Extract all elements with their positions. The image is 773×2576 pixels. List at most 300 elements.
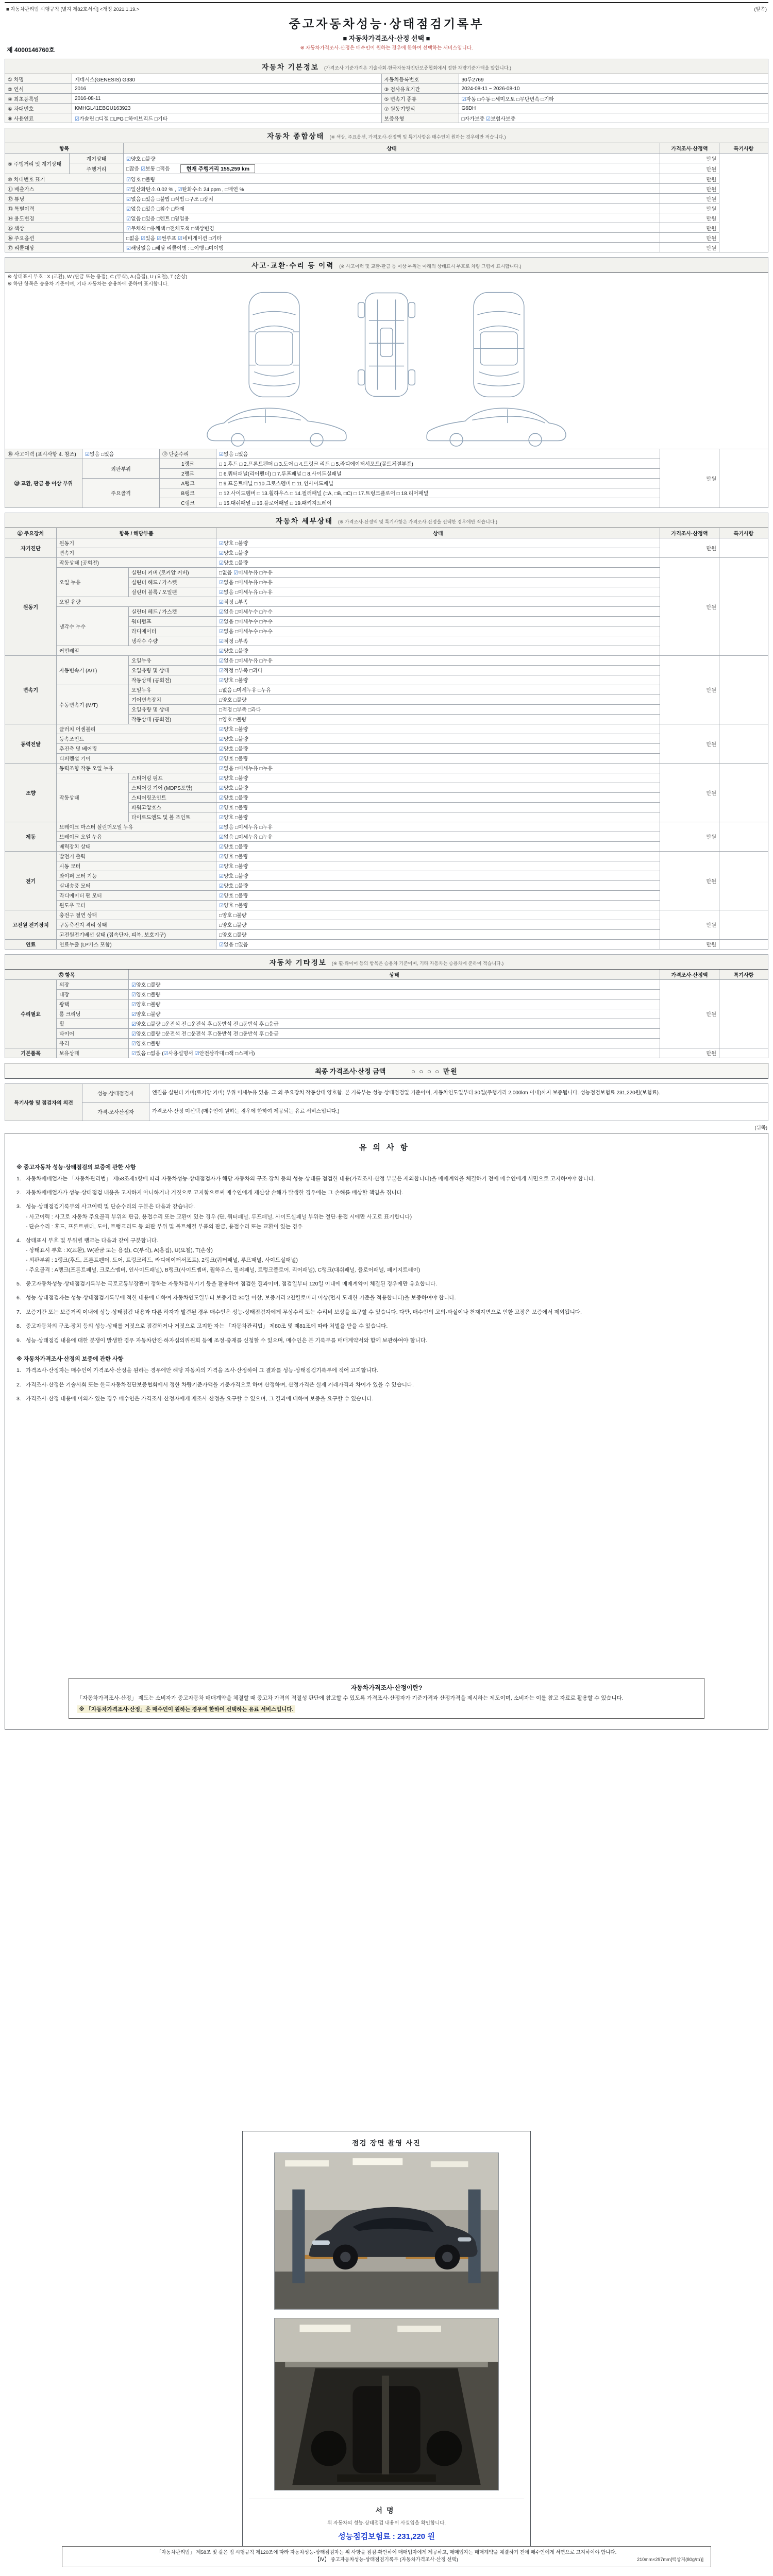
price-cell: 만원 — [660, 213, 719, 223]
basic-info-row — [5, 104, 768, 113]
accident-history-table — [5, 257, 768, 508]
basic-info-body — [5, 74, 768, 123]
detail-condition-row — [5, 734, 768, 743]
state-cell[interactable] — [124, 194, 660, 204]
state-checkboxes[interactable]: ☑양호 □불량 — [129, 1038, 660, 1048]
overall-condition-row — [5, 233, 768, 243]
state-checkboxes[interactable]: ☑없음 □미세누유 □누유 — [216, 832, 660, 841]
state-checkboxes[interactable]: ☑양호 □불량 — [216, 773, 660, 783]
component-label: 냉각수 수량 — [129, 636, 216, 646]
field-value[interactable]: 2024-08-11 ~ 2026-08-10 — [459, 84, 768, 94]
device-group-label: 동력전달 — [5, 724, 57, 763]
paper-size-label: 210mm×297mm[백상지(80g/㎡)] — [637, 2557, 703, 2563]
car-side-view-right-diagram — [415, 401, 579, 447]
price-cell: 만원 — [660, 204, 719, 213]
current-mileage-box: 현재 주행거리 155,259 km — [180, 164, 255, 173]
detail-condition-row — [5, 548, 768, 557]
document-number: 제 4000146760호 — [7, 46, 55, 54]
form-reference: ■ 자동차관리법 시행규칙 [별지 제82호서식] <개정 2021.1.19.> — [6, 7, 140, 12]
detail-condition-row — [5, 763, 768, 773]
basic-info-row — [5, 94, 768, 104]
state-checkboxes[interactable]: ☑양호 □불량 — [216, 792, 660, 802]
state-checkboxes[interactable]: ☑양호 □불량 — [129, 1009, 660, 1019]
opinion-row — [5, 1083, 768, 1102]
notice-text: 가격조사·산정 내용에 이의가 있는 경우 매수인은 가격조사·산정자에게 재조사·산정을 요구할 수 있으며, 그 결과에 대하여 보증을 요구할 수 있습니다. — [26, 1396, 374, 1402]
state-checkboxes: ☑양호 □불량 — [126, 156, 156, 162]
item-label: 광택 — [57, 999, 129, 1009]
component-label: 파워고압호스 — [129, 802, 216, 812]
item-label: ⑨ 주행거리 및 계기상태 — [5, 154, 70, 174]
price-cell: 만원 — [660, 979, 719, 1048]
section-accident-history — [5, 257, 768, 508]
document-footer — [62, 2546, 711, 2567]
sub-item-label: 계기상태 — [70, 154, 124, 163]
price-cell: 만원 — [660, 243, 719, 252]
panel-checkboxes[interactable]: □ 6.쿼터패널(리어펜더) □ 7.루프패널 □ 8.사이드실패널 — [216, 468, 660, 478]
state-checkboxes[interactable]: ☑없음 □미세누유 □누유 — [216, 655, 660, 665]
opinion-text: 가격조사·산정 미선택 (매수인이 원하는 경우에 한하여 제공되는 유료 서비스입니다.) — [149, 1102, 768, 1121]
diagram-notes — [8, 274, 765, 289]
state-cell[interactable] — [124, 163, 660, 174]
other-info-row — [5, 1028, 768, 1038]
item-label: 고전원전기배선 상태 (접속단자, 피복, 보호기구) — [57, 929, 216, 939]
state-checkboxes[interactable]: ☑적정 □부족 — [216, 636, 660, 646]
field-label: ② 연식 — [5, 84, 72, 94]
rank-label: B랭크 — [160, 488, 216, 498]
basic-info-row — [5, 74, 768, 84]
section-inspector-opinion — [5, 1083, 768, 1121]
item-label: 오일 유량 — [57, 597, 216, 606]
price-cell: 만원 — [660, 194, 719, 204]
panel-checkboxes[interactable]: □ 9.프론트패널 □ 10.크로스멤버 □ 11.인사이드패널 — [216, 478, 660, 488]
state-checkboxes[interactable]: ☑양호 □불량 □운전석 전 □운전석 후 □동반석 전 □동반석 후 □응급 — [129, 1019, 660, 1028]
state-checkboxes[interactable]: ☑양호 □불량 — [216, 743, 660, 753]
notice-number: 1. — [16, 1175, 21, 1182]
car-side-view-left-diagram — [194, 401, 358, 447]
detail-condition-row — [5, 841, 768, 851]
state-checkboxes: ☑양호 □불량 — [126, 177, 156, 183]
item-label: 구동축전지 격리 상태 — [57, 920, 216, 929]
document-page — [5, 2, 768, 2574]
detail-condition-row — [5, 871, 768, 880]
opinion-author: 가격·조사산정자 — [82, 1102, 149, 1121]
state-checkboxes[interactable]: □양호 □불량 — [216, 929, 660, 939]
state-checkboxes[interactable]: ☑양호 □불량 — [216, 880, 660, 890]
state-checkboxes[interactable]: □양호 □불량 — [216, 694, 660, 704]
diagram-side-row — [8, 401, 765, 447]
component-label: 워터펌프 — [129, 616, 216, 626]
state-checkboxes[interactable]: ☑양호 □불량 — [216, 851, 660, 861]
rank-label: C랭크 — [160, 498, 216, 507]
other-body — [5, 979, 768, 1058]
state-checkboxes: ☑없음 □있음 □불법 □적법 □구조 □장치 — [126, 196, 213, 202]
state-cell[interactable] — [124, 243, 660, 252]
price-cell: 만원 — [660, 223, 719, 233]
item-label: 변속기 — [57, 548, 216, 557]
field-value[interactable]: ☑가솔린 □디젤 □LPG □하이브리드 □기타 — [72, 113, 382, 123]
state-checkboxes[interactable]: □양호 □불량 — [216, 714, 660, 724]
footer-form-name: 【Ⅳ】 중고자동차성능·상태점검기록부 (자동차가격조사·산정 선택) 210mm×297mm[백상지(80g/㎡)] — [315, 2557, 703, 2563]
component-label: 실린더 헤드 / 가스켓 — [129, 577, 216, 587]
state-checkboxes: □없음 ☑있음 ☑썬루프 ☑네비게이션 □기타 — [126, 235, 222, 242]
state-checkboxes[interactable]: ☑양호 □불량 — [216, 871, 660, 880]
field-value[interactable]: 제네시스(GENESIS) G330 — [72, 74, 382, 84]
device-group-label: 조향 — [5, 763, 57, 822]
item-label: 클러치 어셈블리 — [57, 724, 216, 734]
state-checkboxes[interactable]: ☑양호 □불량 — [216, 646, 660, 655]
item-label: 연료누출 (LP가스 포함) — [57, 939, 216, 949]
detail-condition-row — [5, 753, 768, 763]
price-cell: 만원 — [660, 655, 719, 724]
rank-label: 1랭크 — [160, 459, 216, 468]
subtitle-note: ※ 자동차가격조사·산정은 매수인이 원하는 경우에 한하여 선택하는 서비스입니다. — [300, 45, 473, 51]
field-value[interactable]: 30루2769 — [459, 74, 768, 84]
overall-condition-row — [5, 163, 768, 174]
state-cell[interactable] — [124, 154, 660, 163]
note-cell — [719, 851, 768, 910]
notice-text: 성능·상태점검 내용에 대한 분쟁이 발생한 경우 자동차안전·하자심의위원회 등에 조정·중재를 신청할 수 있으며, 매수인은 본 기록부를 매매계약서와 함께 보관하여야 합니다. — [26, 1337, 427, 1344]
section-overall-condition — [5, 128, 768, 252]
item-label: 휠 — [57, 1019, 129, 1028]
item-label: 발전기 출력 — [57, 851, 216, 861]
notice-text: 가격조사·산정자는 매수인이 가격조사·산정을 원하는 경우에만 해당 자동차의 가격을 조사·산정하여 그 결과를 성능·상태점검기록부에 적어 고지합니다. — [26, 1367, 378, 1374]
overall-condition-row — [5, 204, 768, 213]
component-label: 스티어링조인트 — [129, 792, 216, 802]
detail-column-headers: ㉑ 주요장치 항목 / 해당부품 상태 가격조사·산정액 특기사항 — [5, 528, 768, 538]
price-cell: 만원 — [660, 763, 719, 822]
state-cell[interactable] — [124, 204, 660, 213]
item-label: ⑫ 튜닝 — [5, 194, 124, 204]
item-label: ⑭ 용도변경 — [5, 213, 124, 223]
rank-label: 2랭크 — [160, 468, 216, 478]
notice-item — [16, 1321, 757, 1331]
component-label: 오일누유 — [129, 655, 216, 665]
item-label: ⑯ 주요옵션 — [5, 233, 124, 243]
overall-condition-row — [5, 154, 768, 163]
category-label: 수리필요 — [5, 979, 57, 1048]
section-basic-info — [5, 59, 768, 123]
notices-part2-list — [16, 1365, 757, 1408]
component-label: 라디에이터 — [129, 626, 216, 636]
item-label: 내장 — [57, 989, 129, 999]
overall-column-headers: 항목 상태 가격조사·산정액 특기사항 — [5, 143, 768, 154]
notice-item — [16, 1335, 757, 1346]
item-label: 와이퍼 모터 기능 — [57, 871, 216, 880]
notice-sub-item: - 주요골격 : A랭크(프론트패널, 크로스멤버, 인사이드패널), B랭크(사이드멤버, 휠하우스, 필러패널, 트렁크플로어, 리어패널), C랭크(대쉬패널, 플로어패널, 패키지트레이) — [26, 1266, 421, 1273]
field-label: 자동차등록번호 — [381, 74, 459, 84]
detail-condition-row — [5, 646, 768, 655]
panel-checkboxes[interactable]: □ 12.사이드멤버 □ 13.휠하우스 □ 14.필러패널 (□A, □B, □C) □ 17.트렁크플로어 □ 18.리어패널 — [216, 488, 660, 498]
detail-condition-row — [5, 939, 768, 949]
component-label: 작동상태 (공회전) — [129, 675, 216, 685]
notice-number: 7. — [16, 1309, 21, 1315]
overall-condition-row — [5, 194, 768, 204]
state-cell[interactable] — [124, 213, 660, 223]
field-value[interactable]: □자가보증 ☑보험사보증 — [459, 113, 768, 123]
panel-checkboxes[interactable]: □ 15.대쉬패널 □ 16.플로어패널 □ 19.패키지트레이 — [216, 498, 660, 507]
opinion-row — [5, 1102, 768, 1121]
state-checkboxes[interactable]: ☑없음 □미세누수 □누수 — [216, 606, 660, 616]
notice-number: 4. — [16, 1237, 21, 1244]
panel-row — [5, 459, 768, 468]
notice-number: 3. — [16, 1396, 21, 1402]
item-label: 브레이크 마스터 실린더오일 누유 — [57, 822, 216, 832]
detail-condition-row — [5, 910, 768, 920]
notice-number: 6. — [16, 1295, 21, 1301]
state-checkboxes[interactable]: ☑양호 □불량 — [216, 802, 660, 812]
note-cell — [719, 939, 768, 949]
final-price-bar — [5, 1063, 768, 1079]
panel-part-label: 외판부위 — [82, 459, 160, 478]
notice-item — [16, 1307, 757, 1317]
item-label: 냉각수 누수 — [57, 606, 129, 646]
accident-history-label: ⑱ 사고이력 (표시사항 4. 참조) — [5, 449, 82, 459]
state-checkboxes[interactable]: ☑없음 □미세누유 □누유 — [216, 577, 660, 587]
overall-condition-table — [5, 128, 768, 252]
device-group-label: 원동기 — [5, 557, 57, 655]
accident-state-row — [5, 449, 768, 459]
notice-item — [16, 1293, 757, 1303]
photos-title: 점검 장면 촬영 사진 — [352, 2139, 421, 2147]
notice-item — [16, 1380, 757, 1390]
final-price-label: 최종 가격조사·산정 금액 — [315, 1067, 386, 1075]
field-label: ① 차명 — [5, 74, 72, 84]
notices-part1-title: ※ 중고자동차 성능·상태점검의 보증에 관한 사항 — [16, 1164, 136, 1171]
state-checkboxes[interactable]: ☑없음 □있음 — [216, 939, 660, 949]
car-underbody-diagram — [349, 290, 424, 399]
device-group-label: 연료 — [5, 939, 57, 949]
detail-condition-row — [5, 655, 768, 665]
other-info-table — [5, 954, 768, 1058]
device-group-label: 고전원 전기장치 — [5, 910, 57, 939]
notice-item — [16, 1201, 757, 1231]
notices-part2-title: ※ 자동차가격조사·산정의 보증에 관한 사항 — [16, 1356, 124, 1363]
panel-row — [5, 478, 768, 488]
back-page-marker: (뒤쪽) — [754, 1125, 767, 1131]
state-cell[interactable] — [124, 174, 660, 184]
item-label: 커먼레일 — [57, 646, 216, 655]
accident-history-checkboxes[interactable]: ☑없음 □있음 — [82, 449, 160, 459]
state-checkboxes[interactable]: ☑양호 □불량 — [216, 548, 660, 557]
document-header — [5, 13, 768, 54]
state-checkboxes[interactable]: ☑양호 □불량 — [216, 890, 660, 900]
rank-label: A랭크 — [160, 478, 216, 488]
component-label: 실린더 블록 / 오일팬 — [129, 587, 216, 597]
detail-condition-row — [5, 822, 768, 832]
notice-text: 가격조사·산정은 기술사회 또는 한국자동차진단보증협회에서 정한 차량기준가액을 기준가격으로 하여 산정하며, 산정가격은 실제 거래가격과 차이가 있을 수 있습니다. — [26, 1381, 414, 1388]
other-info-row — [5, 979, 768, 989]
base-vehicle-note: ※ 하단 항목은 승용차 기준이며, 기타 자동차는 승용차에 준하여 표시합니다. — [8, 281, 169, 287]
state-checkboxes[interactable]: ☑양호 □불량 — [129, 999, 660, 1009]
state-checkboxes: □많음 ☑보통 □적음 — [126, 166, 170, 172]
detail-condition-row — [5, 597, 768, 606]
state-checkboxes[interactable]: ☑양호 □불량 — [216, 675, 660, 685]
state-checkboxes[interactable]: ☑양호 □불량 — [216, 724, 660, 734]
item-label: 윈도우 모터 — [57, 900, 216, 910]
price-cell: 만원 — [660, 154, 719, 163]
notice-text: 자동차매매업자는 「자동차관리법」 제58조제1항에 따라 자동차성능·상태점검자가 해당 자동차의 구조·장치 등의 성능·상태를 점검한 내용(가격조사·산정 부분은 제외합니다)을 매매계약을 체결하기 전에 매수인에게 서면으로 고지하여야 합니다. — [26, 1175, 595, 1182]
other-column-headers: ㉒ 항목 상태 가격조사·산정액 특기사항 — [5, 969, 768, 979]
state-checkboxes[interactable]: ☑없음 □미세누유 □누유 — [216, 763, 660, 773]
info-box-title: 자동차가격조사·산정이란? — [350, 1684, 423, 1691]
info-box-highlight: ※ 「자동차가격조사·산정」은 매수인이 원하는 경우에 한하여 선택하는 유료 서비스입니다. — [77, 1705, 296, 1713]
component-label: 실린더 커버 (로커암 커버) — [129, 567, 216, 577]
detail-body — [5, 538, 768, 949]
note-cell — [719, 154, 768, 252]
notice-item — [16, 1174, 757, 1184]
state-checkboxes[interactable]: ☑양호 □불량 — [216, 841, 660, 851]
field-label: ③ 검사유효기간 — [381, 84, 459, 94]
note-cell — [719, 822, 768, 851]
simple-repair-checkboxes[interactable]: ☑없음 □있음 — [216, 449, 660, 459]
state-cell[interactable] — [124, 233, 660, 243]
item-label: 등속조인트 — [57, 734, 216, 743]
item-label: 작동상태 (공회전) — [57, 557, 216, 567]
basic-info-row — [5, 113, 768, 123]
state-checkboxes[interactable]: ☑양호 □불량 — [216, 783, 660, 792]
detail-condition-row — [5, 900, 768, 910]
state-checkboxes[interactable]: ☑있음 □없음 (☑사용설명서 ☑안전삼각대 □잭 □스패너) — [129, 1048, 660, 1058]
other-info-row — [5, 1009, 768, 1019]
state-checkboxes[interactable]: ☑양호 □불량 — [216, 753, 660, 763]
field-value[interactable]: KMHGL41EBGU163923 — [72, 104, 382, 113]
state-cell[interactable] — [124, 184, 660, 194]
detail-condition-row — [5, 880, 768, 890]
section-notices — [5, 1133, 768, 1730]
detail-condition-row — [5, 685, 768, 694]
state-checkboxes[interactable]: ☑없음 □미세누수 □누수 — [216, 626, 660, 636]
notice-sub-list — [26, 1246, 757, 1275]
notice-sub-item: - 단순수리 : 후드, 프론트펜더, 도어, 트렁크리드 등 외판 부위 및 볼트체결 부품의 판금, 용접수리 또는 교환이 있는 경우 — [26, 1223, 303, 1230]
note-cell — [719, 655, 768, 724]
state-checkboxes[interactable]: ☑적정 □부족 — [216, 597, 660, 606]
final-price-amount: ○ ○ ○ ○ 만원 — [411, 1067, 458, 1075]
device-group-label: 자기진단 — [5, 538, 57, 557]
accident-header: 사고·교환·수리 등 이력 (※ 사고이력 및 교환·판금 등 이상 부위는 아래의 상태표시 부호로 차량 그림에 표시합니다.) — [5, 258, 768, 273]
field-value[interactable]: 2016-08-11 — [72, 94, 382, 104]
state-cell[interactable] — [124, 223, 660, 233]
notice-number: 5. — [16, 1280, 21, 1287]
item-label: 원동기 — [57, 538, 216, 548]
item-label: 외장 — [57, 979, 129, 989]
notice-item — [16, 1235, 757, 1275]
detail-condition-row — [5, 773, 768, 783]
field-value[interactable]: G6DH — [459, 104, 768, 113]
notice-number: 9. — [16, 1337, 21, 1344]
page-marker: (앞쪽) — [754, 7, 767, 12]
overall-condition-row — [5, 184, 768, 194]
state-checkboxes[interactable]: ☑양호 □불량 — [216, 861, 660, 871]
section-other-info — [5, 954, 768, 1058]
exchange-repair-label: ⑳ 교환, 판금 등 이상 부위 — [5, 459, 82, 507]
field-value[interactable]: ☑자동 □수동 □세미오토 □무단변속 □기타 — [459, 94, 768, 104]
panel-checkboxes[interactable]: □ 1.후드 □ 2.프론트펜더 □ 3.도어 □ 4.트렁크 리드 □ 5.라디에이터서포트(볼트체결부품) — [216, 459, 660, 468]
state-checkboxes: ☑해당없음 □해당 리콜이행 : □이행 □미이행 — [126, 245, 224, 251]
price-cell: 만원 — [660, 233, 719, 243]
price-cell: 만원 — [660, 939, 719, 949]
detail-condition-row — [5, 851, 768, 861]
state-checkboxes[interactable]: □적정 □부족 □과다 — [216, 704, 660, 714]
note-cell — [719, 979, 768, 1048]
detail-header: 자동차 세부상태 (※ 가격조사·산정액 및 특기사항은 가격조사·산정을 선택한 경우에만 적습니다.) — [5, 513, 768, 528]
note-cell — [719, 910, 768, 939]
state-checkboxes[interactable]: ☑없음 □미세누유 □누유 — [216, 822, 660, 832]
overall-condition-row — [5, 243, 768, 252]
state-checkboxes[interactable]: ☑양호 □불량 — [216, 538, 660, 548]
component-label: 타이로드엔드 및 볼 조인트 — [129, 812, 216, 822]
price-cell: 만원 — [660, 724, 719, 763]
state-checkboxes[interactable]: ☑적정 □부족 □과다 — [216, 665, 660, 675]
state-checkboxes[interactable]: ☑양호 □불량 — [216, 557, 660, 567]
inspection-photo-front — [274, 2153, 499, 2310]
state-checkboxes[interactable]: ☑양호 □불량 □운전석 전 □운전석 후 □동반석 전 □동반석 후 □응급 — [129, 1028, 660, 1038]
simple-repair-label: ⑲ 단순수리 — [160, 449, 216, 459]
state-checkboxes[interactable]: ☑양호 □불량 — [216, 812, 660, 822]
other-info-row — [5, 1048, 768, 1058]
field-label: ⑧ 사용연료 — [5, 113, 72, 123]
item-label: ⑮ 색상 — [5, 223, 124, 233]
other-info-row — [5, 999, 768, 1009]
section-inspection-photos — [242, 2131, 531, 2548]
state-checkboxes[interactable]: ☑양호 □불량 — [129, 989, 660, 999]
notice-item — [16, 1188, 757, 1198]
state-checkboxes[interactable]: ☑양호 □불량 — [129, 979, 660, 989]
state-checkboxes[interactable]: □없음 □미세누유 □누유 — [216, 685, 660, 694]
overall-condition-row — [5, 213, 768, 223]
item-label: 실내송풍 모터 — [57, 880, 216, 890]
state-checkboxes[interactable]: □양호 □불량 — [216, 910, 660, 920]
state-checkboxes[interactable]: □양호 □불량 — [216, 920, 660, 929]
detail-condition-row — [5, 606, 768, 616]
overall-condition-row — [5, 174, 768, 184]
notice-item — [16, 1365, 757, 1376]
notice-text: 자동차매매업자가 성능·상태점검 내용을 고지하지 아니하거나 거짓으로 고지함으로써 매수인에게 재산상 손해가 발생한 경우에는 그 손해를 배상할 책임을 집니다. — [26, 1189, 404, 1196]
photo-car-on-lift — [275, 2153, 498, 2309]
component-label: 오일유량 및 상태 — [129, 665, 216, 675]
state-checkboxes[interactable]: ☑없음 □미세누수 □누수 — [216, 616, 660, 626]
state-checkboxes[interactable]: ☑양호 □불량 — [216, 900, 660, 910]
panel-part-label: 주요골격 — [82, 478, 160, 507]
price-cell: 만원 — [660, 184, 719, 194]
price-cell: 만원 — [660, 449, 719, 507]
state-checkboxes[interactable]: ☑없음 □미세누유 □누유 — [216, 587, 660, 597]
other-info-row — [5, 1038, 768, 1048]
field-value[interactable]: 2016 — [72, 84, 382, 94]
inspection-insurance-premium: 성능점검보험료 : 231,220 원 — [338, 2532, 435, 2541]
note-cell — [719, 557, 768, 655]
item-label: 충전구 절연 상태 — [57, 910, 216, 920]
price-cell: 만원 — [660, 910, 719, 939]
item-label: 배력장치 상태 — [57, 841, 216, 851]
overall-body — [5, 154, 768, 252]
field-label: ⑤ 변속기 종류 — [381, 94, 459, 104]
item-label: 동력조향 작동 오일 누유 — [57, 763, 216, 773]
footer-legal-text: 「자동차관리법」 제58조 및 같은 법 시행규칙 제120조에 따라 자동차성능·상태점검자는 위 사항을 점검·확인하여 매매업자에게 제공하고, 매매업자는 매매계약을 체결하기 전에 매수인에게 서면으로 고지하여야 합니다. — [156, 2550, 617, 2555]
item-label: 수동변속기 (M/T) — [57, 685, 129, 724]
component-label: 스티어링 펌프 — [129, 773, 216, 783]
item-label: 디퍼렌셜 기어 — [57, 753, 216, 763]
state-checkboxes[interactable]: □없음 ☑미세누유 □누유 — [216, 567, 660, 577]
state-checkboxes[interactable]: ☑양호 □불량 — [216, 734, 660, 743]
detail-condition-row — [5, 538, 768, 548]
component-label: 오일유량 및 상태 — [129, 704, 216, 714]
price-cell: 만원 — [660, 538, 719, 557]
note-cell — [719, 763, 768, 822]
item-label: 자동변속기 (A/T) — [57, 655, 129, 685]
overall-condition-row — [5, 223, 768, 233]
component-label: 작동상태 (공회전) — [129, 714, 216, 724]
item-label: 추진축 및 베어링 — [57, 743, 216, 753]
